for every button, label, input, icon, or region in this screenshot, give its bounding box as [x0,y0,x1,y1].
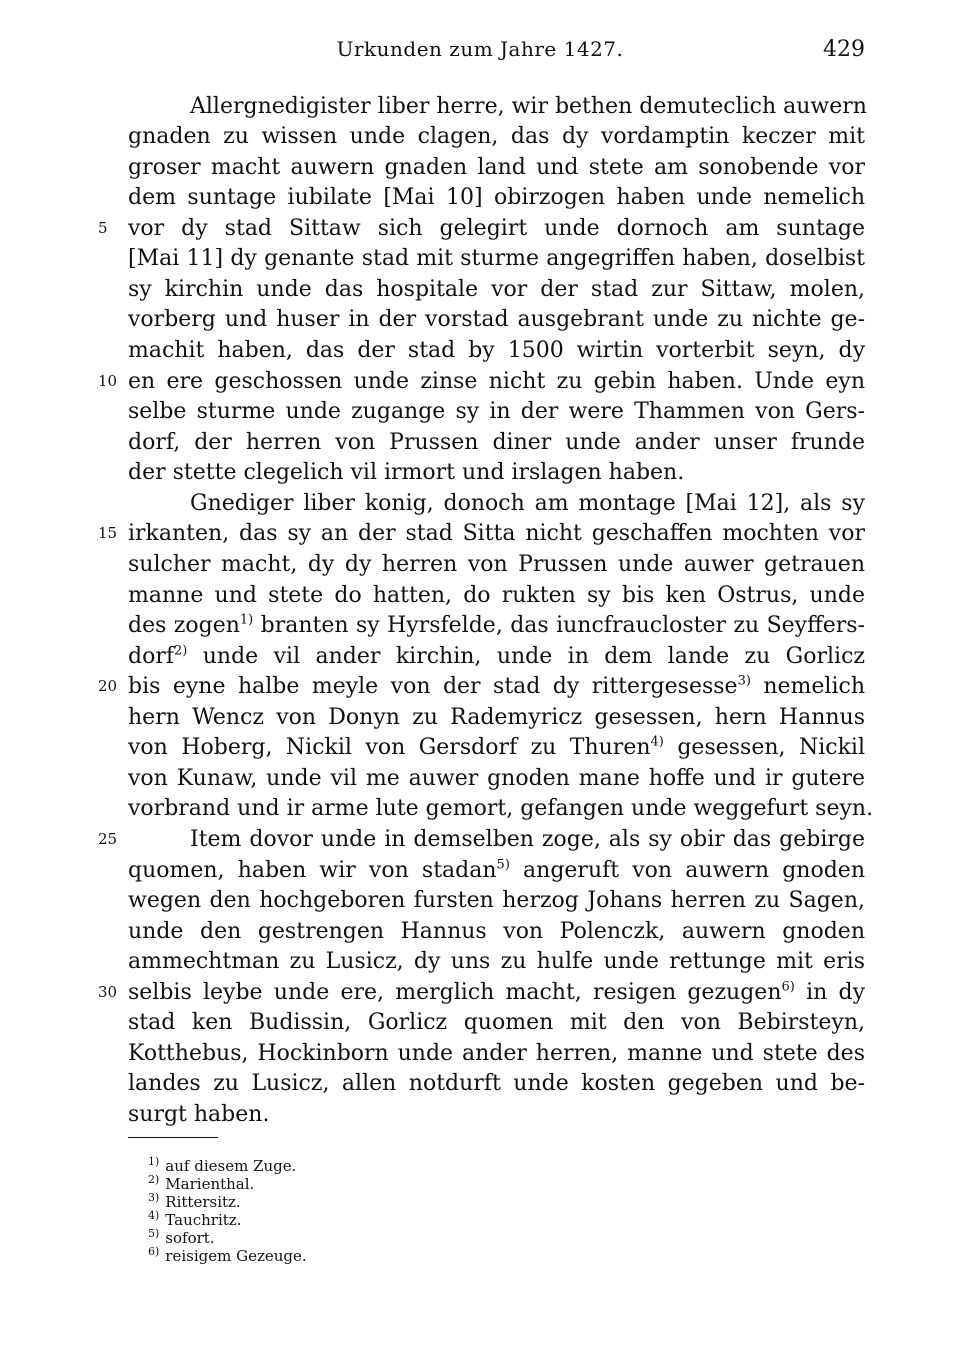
text-line: stad ken Budissin, Gorlicz quomen mit den von Bebirsteyn, [128,1010,865,1035]
text-line [128,641,865,672]
line-number: 15 [98,524,118,542]
footnote-text: sofort. [165,1229,215,1247]
text-fragment: des zogen [128,613,240,638]
line-number: 20 [98,677,118,695]
footnote-marker: 1) [239,612,254,628]
text-fragment: in dy [794,980,866,1005]
text-line [128,671,865,702]
text-line: [Mai 11] dy genante stad mit sturme angegriffen haben, doselbist [128,246,865,271]
text-line [128,977,865,1008]
text-line: irkanten, das sy an der stad Sitta nicht geschaffen mochten vor [128,521,865,546]
footnote-text: auf diesem Zuge. [165,1157,297,1175]
line-number: 25 [98,830,118,848]
footnote-mark: 1) [148,1155,160,1168]
text-line: von Kunaw, unde vil me auwer gnoden mane hoffe und ir gutere [128,766,865,791]
text-line: vorberg und huser in der vorstad ausgebrant unde zu nichte ge- [128,307,865,332]
text-line: vor dy stad Sittaw sich gelegirt unde dornoch am suntage [128,216,865,241]
text-line: wegen den hochgeboren fursten herzog Johans herren zu Sagen, [128,888,865,913]
text-line: sulcher macht, dy dy herren von Prussen unde auwer getrauen [128,552,865,577]
footnote-marker: 3) [737,673,751,689]
text-line: manne und stete do hatten, do rukten sy bis ken Ostrus, unde [128,583,865,608]
text-fragment: dorf [128,644,174,669]
footnote-text: Rittersitz. [165,1193,241,1211]
text-line [128,610,865,641]
text-line [128,732,865,763]
footnote-text: Marienthal. [165,1175,255,1193]
text-fragment: branten sy Hyrsfelde, das iuncfraucloster zu Seyffers- [253,613,865,638]
footnote-mark: 5) [148,1227,160,1240]
text-line: Kotthebus, Hockinborn unde ander herren, manne und stete des [128,1041,865,1066]
text-line: sy kirchin unde das hospitale vor der stad zur Sittaw, molen, [128,277,865,302]
text-line: ammechtman zu Lusicz, dy uns zu hulfe unde rettunge mit eris [128,949,865,974]
running-header: Urkunden zum Jahre 1427. [336,37,624,61]
footnote-marker: 5) [496,857,510,873]
text-line: groser macht auwern gnaden land und stete am sonobende vor [128,155,865,180]
text-line: en ere geschossen unde zinse nicht zu gebin haben. Unde eyn [128,369,865,394]
footnote [148,1243,307,1265]
text-line: dorf, der herren von Prussen diner unde ander unser frunde [128,430,865,455]
text-line: machit haben, das der stad by 1500 wirtin vorterbit seyn, dy [128,338,865,363]
line-number: 5 [98,219,108,237]
footnote-marker: 4) [650,734,664,750]
footnote-marker: 6) [781,979,795,995]
page-number: 429 [823,37,865,62]
footnote-mark: 2) [148,1173,160,1186]
text-line: der stette clegelich vil irmort und irslagen haben. [128,460,685,485]
text-fragment: selbis leybe unde ere, merglich macht, resigen gezugen [128,980,782,1005]
line-number: 30 [98,983,118,1001]
text-line: hern Wencz von Donyn zu Rademyricz gesessen, hern Hannus [128,705,865,730]
text-fragment: angeruft von auwern gnoden [509,858,865,883]
text-line: vorbrand und ir arme lute gemort, gefangen unde weggefurt seyn. [128,796,874,821]
text-line: unde den gestrengen Hannus von Polenczk, auwern gnoden [128,919,865,944]
text-line: Gnediger liber konig, donoch am montage [Mai 12], als sy [190,491,865,516]
footnote-mark: 4) [148,1209,160,1222]
footnote-divider [128,1137,218,1138]
text-line: landes zu Lusicz, allen notdurft unde kosten gegeben und be- [128,1071,865,1096]
text-fragment: gesessen, Nickil [663,735,866,760]
footnote-text: reisigem Gezeuge. [165,1247,307,1265]
text-line: Item dovor unde in demselben zoge, als sy obir das gebirge [190,827,865,852]
footnote-marker: 2) [174,643,188,659]
footnote-text: Tauchritz. [165,1211,242,1229]
footnote-mark: 3) [148,1191,160,1204]
text-fragment: nemelich [750,674,865,699]
text-line: selbe sturme unde zugange sy in der were Thammen von Gers- [128,399,865,424]
text-line: Allergnedigister liber herre, wir bethen demuteclich auwern [190,94,867,119]
text-line: gnaden zu wissen unde clagen, das dy vordamptin keczer mit [128,124,865,149]
text-line: surgt haben. [128,1102,270,1127]
text-fragment: unde vil ander kirchin, unde in dem lande zu Gorlicz [187,644,865,669]
text-fragment: quomen, haben wir von stadan [128,858,497,883]
text-line [128,855,865,886]
text-fragment: von Hoberg, Nickil von Gersdorf zu Thuren [128,735,651,760]
text-line: dem suntage iubilate [Mai 10] obirzogen haben unde nemelich [128,185,865,210]
line-number: 10 [98,372,118,390]
text-fragment: bis eyne halbe meyle von der stad dy rittergesesse [128,674,738,699]
footnote-mark: 6) [148,1245,160,1258]
